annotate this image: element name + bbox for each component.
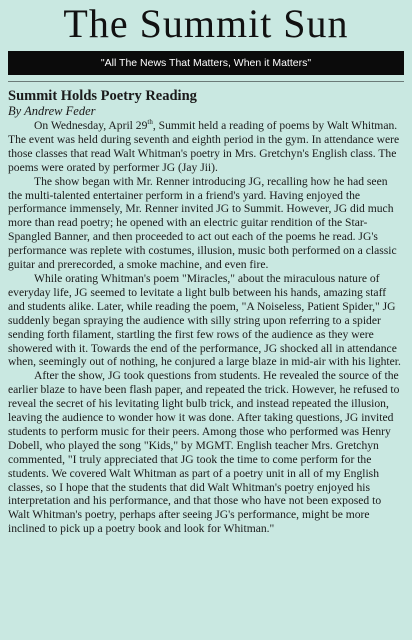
paragraph-1-start: On Wednesday, April 29	[34, 119, 148, 132]
tagline-text: "All The News That Matters, When it Matters"	[100, 57, 312, 69]
article-headline: Summit Holds Poetry Reading	[8, 88, 197, 104]
ordinal-suffix: th	[147, 118, 153, 127]
divider	[8, 81, 404, 82]
article-paragraph-1	[8, 119, 404, 175]
tagline-bar	[8, 51, 404, 75]
masthead-title: The Summit Sun	[63, 1, 349, 46]
article-byline: By Andrew Feder	[8, 104, 96, 118]
paragraph-1-rest: , Summit held a reading of poems by Walt Whitman. The event was held during seventh and eighth period in the gym. In attendance were those classes that read Walt Whitman's poetry in Mrs. Gretchyn's English class. The poems were orated by performer JG (Jay Jii).	[8, 119, 400, 174]
article-paragraph-4: After the show, JG took questions from students. He revealed the source of the earlier blaze to have been flash paper, and repeated the trick. However, he refused to reveal the secret of his levitating light bulb trick, and instead repeated the illusion, leaving the audience to wonder how it was done. After taking questions, JG invited students to perform music for their peers. Among those who performed was Henry Dobell, who played the song "Kids," by MGMT. English teacher Mrs. Gretchyn commented, "I truly appreciated that JG took the time to come perform for the students. We covered Walt Whitman as part of a poetry unit in all of my English classes, so I hope that the students that did Walt Whitman's poetry enjoyed his interpretation and his performance, and that those who have not been exposed to Walt Whitman's poetry, perhaps after seeing JG's performance, might be more inclined to pick up a poetry book and look for Whitman."	[8, 369, 400, 536]
article-paragraph-3: While orating Whitman's poem "Miracles," about the miraculous nature of everyday life, JG seemed to levitate a light bulb between his hands, amazing staff and students alike. Later, while reading the poem, "A Noiseless, Patient Spider," JG suddenly began spraying the audience with silly string upon referring to a spider sending forth filament, startling the first few rows of the audience as they were showered with it. Towards the end of the performance, JG shocked all in attendance when, seemingly out of nothing, he conjured a large blaze in mid-air with his lighter.	[8, 271, 401, 369]
article-paragraph-2: The show began with Mr. Renner introducing JG, recalling how he had seen the multi-talented entertainer perform in a friend's yard. Having enjoyed the performance immensely, Mr. Renner invited JG to Summit. However, JG did much more than read poetry; he opened with an electric guitar rendition of the Star-Spangled Banner, and then proceeded to act out each of the poems he read. JG's performance was replete with costumes, illusion, music both performed on a classic guitar and prerecorded, a smoke machine, and even fire.	[8, 174, 397, 272]
